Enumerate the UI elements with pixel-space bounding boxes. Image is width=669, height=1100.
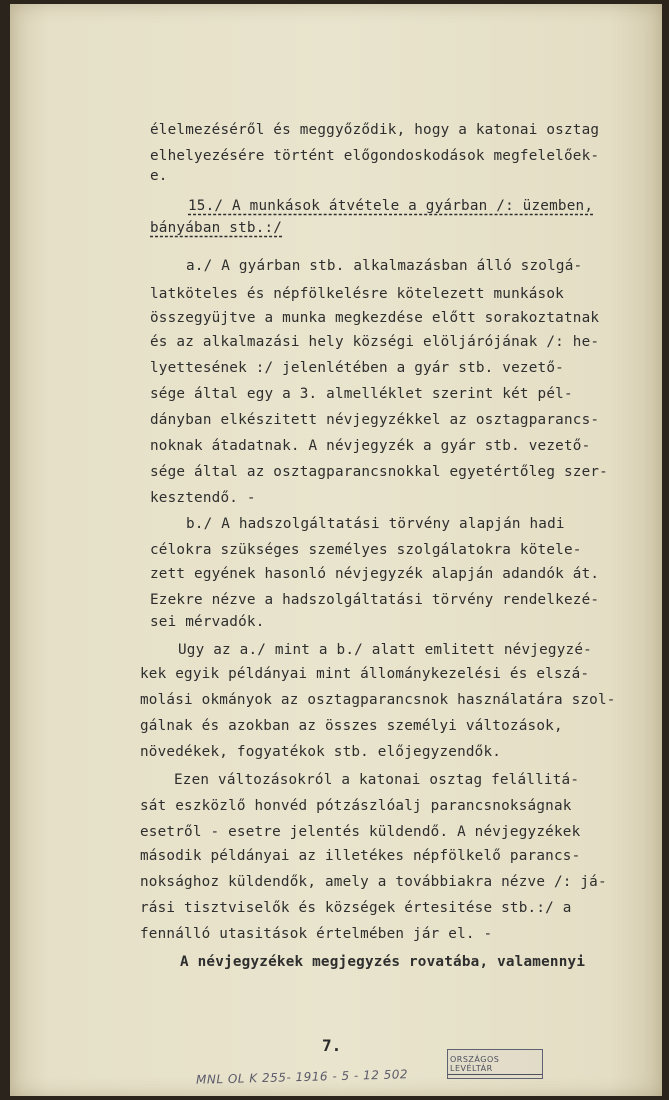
text-line: növedékek, fogyatékok stb. előjegyzendők. [140,744,502,760]
archive-reference: MNL OL K 255- 1916 - 5 - 12 502 [195,1067,409,1087]
text-line: összegyüjtve a munka megkezdése előtt sorakoztatnak [150,310,600,326]
text-line: noknak átadatnak. A névjegyzék a gyár stb. vezető- [150,438,591,454]
text-line: e. [150,168,168,184]
text-line: A névjegyzékek megjegyzés rovatába, valamennyi [180,954,586,970]
text-line: elhelyezésére történt előgondoskodások megfelelőek- [150,148,600,164]
text-line: kek egyik példányai mint állománykezelési és elszá- [140,666,590,682]
text-line: zett egyének hasonló névjegyzék alapján adandók át. [150,566,600,582]
text-line: élelmezéséről és meggyőződik, hogy a katonai osztag [150,122,600,138]
section-heading: 15./ A munkások átvétele a gyárban /: üzemben, [188,198,594,214]
text-line: sége által az osztagparancsnokkal egyetértőleg szer- [150,464,608,480]
text-line: a./ A gyárban stb. alkalmazásban álló szolgá- [186,258,583,274]
archive-stamp [447,1049,543,1079]
text-line: második példányai az illetékes népfölkelő parancs- [140,848,581,864]
section-heading-cont: bányában stb.:/ [150,220,283,236]
text-line: molási okmányok az osztagparancsnok használatára szol- [140,692,616,708]
text-line: sát eszközlő honvéd pótzászlóalj parancsnokságnak [140,798,572,814]
text-line: esetről - esetre jelentés küldendő. A névjegyzékek [140,824,581,840]
text-line: gálnak és azokban az összes személyi változások, [140,718,563,734]
text-line: dányban elkészitett névjegyzékkel az osztagparancs- [150,412,600,428]
text-line: noksághoz küldendők, amely a továbbiakra nézve /: já- [140,874,607,890]
stamp-label: ORSZÁGOS LEVÉLTÁR [448,1054,542,1075]
text-line: Ezekre nézve a hadszolgáltatási törvény rendelkezé- [150,592,600,608]
text-line: sége által egy a 3. almelléklet szerint két pél- [150,386,573,402]
text-line: fennálló utasitások értelmében jár el. - [140,926,493,942]
text-line: kesztendő. - [150,490,256,506]
text-line: és az alkalmazási hely községi elöljárójának /: he- [150,334,600,350]
page-number: 7. [322,1036,342,1055]
text-line: latköteles és népfölkelésre kötelezett munkások [150,286,564,302]
text-line: b./ A hadszolgáltatási törvény alapján hadi [186,516,565,532]
text-line: Ugy az a./ mint a b./ alatt emlitett névjegyzé- [178,642,592,658]
text-line: sei mérvadók. [150,614,265,630]
text-line: célokra szükséges személyes szolgálatokra kötele- [150,542,582,558]
text-line: rási tisztviselők és községek értesitése stb.:/ a [140,900,572,916]
text-line: lyettesének :/ jelenlétében a gyár stb. vezető- [150,360,564,376]
text-line: Ezen változásokról a katonai osztag felállitá- [174,772,580,788]
